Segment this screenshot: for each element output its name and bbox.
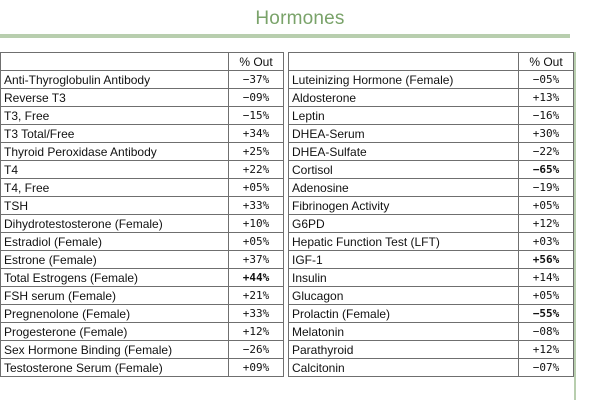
table-row	[289, 233, 574, 251]
percent-out-value: +14%	[519, 269, 574, 287]
hormone-name: G6PD	[289, 215, 519, 233]
table-body-left	[1, 71, 284, 377]
hormone-name: T4	[1, 161, 229, 179]
percent-out-value: −07%	[519, 359, 574, 377]
percent-out-value: −22%	[519, 143, 574, 161]
table-row	[289, 89, 574, 107]
percent-out-value: +12%	[519, 341, 574, 359]
hormone-name: Cortisol	[289, 161, 519, 179]
hormone-name: Pregnenolone (Female)	[1, 305, 229, 323]
table-row	[1, 251, 284, 269]
hormone-name: Dihydrotestosterone (Female)	[1, 215, 229, 233]
table-row	[289, 143, 574, 161]
hormone-name: T4, Free	[1, 179, 229, 197]
table-row	[289, 107, 574, 125]
hormone-name: Progesterone (Female)	[1, 323, 229, 341]
table-body-right	[289, 71, 574, 377]
percent-out-value: +09%	[229, 359, 284, 377]
table-row	[289, 269, 574, 287]
hormone-name: Anti-Thyroglobulin Antibody	[1, 71, 229, 89]
table-row	[289, 305, 574, 323]
hormone-name: Prolactin (Female)	[289, 305, 519, 323]
percent-out-value: +25%	[229, 143, 284, 161]
percent-out-value: −19%	[519, 179, 574, 197]
hormone-name: Calcitonin	[289, 359, 519, 377]
right-edge-bar	[574, 52, 576, 400]
hormone-name: Insulin	[289, 269, 519, 287]
table-row	[289, 287, 574, 305]
table-row	[289, 341, 574, 359]
table-row	[1, 71, 284, 89]
percent-out-value: −55%	[519, 305, 574, 323]
hormone-name: Glucagon	[289, 287, 519, 305]
hormone-name: DHEA-Serum	[289, 125, 519, 143]
hormone-name: Melatonin	[289, 323, 519, 341]
percent-out-value: −15%	[229, 107, 284, 125]
percent-out-value: +05%	[229, 233, 284, 251]
table-row	[289, 71, 574, 89]
percent-out-value: +12%	[519, 215, 574, 233]
table-row	[289, 125, 574, 143]
hormone-name: Fibrinogen Activity	[289, 197, 519, 215]
table-row	[1, 215, 284, 233]
table-row	[1, 179, 284, 197]
percent-out-value: −09%	[229, 89, 284, 107]
percent-out-value: +12%	[229, 323, 284, 341]
table-row	[1, 197, 284, 215]
percent-out-value: +34%	[229, 125, 284, 143]
table-row	[1, 143, 284, 161]
page-title: Hormones	[255, 8, 345, 29]
percent-out-value: +44%	[229, 269, 284, 287]
header-blank-cell	[289, 53, 519, 71]
table-row	[1, 233, 284, 251]
hormone-name: Parathyroid	[289, 341, 519, 359]
hormone-name: Hepatic Function Test (LFT)	[289, 233, 519, 251]
table-row	[289, 323, 574, 341]
percent-out-value: +05%	[519, 197, 574, 215]
hormone-name: FSH serum (Female)	[1, 287, 229, 305]
hormones-table-right	[288, 52, 574, 377]
percent-out-header: % Out	[519, 53, 574, 71]
percent-out-value: +30%	[519, 125, 574, 143]
title-divider	[0, 34, 570, 38]
hormones-table-left	[0, 52, 284, 377]
table-row	[289, 359, 574, 377]
percent-out-value: +10%	[229, 215, 284, 233]
table-header-row	[1, 53, 284, 71]
percent-out-value: −26%	[229, 341, 284, 359]
hormone-name: Estradiol (Female)	[1, 233, 229, 251]
table-row	[1, 161, 284, 179]
hormone-name: DHEA-Sulfate	[289, 143, 519, 161]
hormone-name: Leptin	[289, 107, 519, 125]
table-row	[1, 323, 284, 341]
table-header-row	[289, 53, 574, 71]
table-row	[1, 125, 284, 143]
percent-out-value: +05%	[229, 179, 284, 197]
hormone-name: T3 Total/Free	[1, 125, 229, 143]
table-row	[289, 197, 574, 215]
table-row	[289, 251, 574, 269]
table-row	[289, 161, 574, 179]
table-row	[1, 305, 284, 323]
hormone-name: Testosterone Serum (Female)	[1, 359, 229, 377]
percent-out-value: −08%	[519, 323, 574, 341]
table-row	[1, 269, 284, 287]
hormone-name: Thyroid Peroxidase Antibody	[1, 143, 229, 161]
percent-out-header: % Out	[229, 53, 284, 71]
percent-out-value: +56%	[519, 251, 574, 269]
table-row	[1, 89, 284, 107]
table-row	[1, 341, 284, 359]
percent-out-value: +03%	[519, 233, 574, 251]
percent-out-value: +13%	[519, 89, 574, 107]
hormone-name: T3, Free	[1, 107, 229, 125]
percent-out-value: −05%	[519, 71, 574, 89]
percent-out-value: +21%	[229, 287, 284, 305]
percent-out-value: −65%	[519, 161, 574, 179]
percent-out-value: +37%	[229, 251, 284, 269]
percent-out-value: −37%	[229, 71, 284, 89]
hormone-name: Total Estrogens (Female)	[1, 269, 229, 287]
hormone-name: Reverse T3	[1, 89, 229, 107]
percent-out-value: −16%	[519, 107, 574, 125]
hormone-name: Aldosterone	[289, 89, 519, 107]
table-row	[1, 107, 284, 125]
hormone-name: Adenosine	[289, 179, 519, 197]
hormone-name: Sex Hormone Binding (Female)	[1, 341, 229, 359]
table-row	[289, 179, 574, 197]
percent-out-value: +33%	[229, 305, 284, 323]
hormone-name: TSH	[1, 197, 229, 215]
hormone-name: IGF-1	[289, 251, 519, 269]
table-row	[1, 359, 284, 377]
percent-out-value: +33%	[229, 197, 284, 215]
hormone-name: Luteinizing Hormone (Female)	[289, 71, 519, 89]
percent-out-value: +05%	[519, 287, 574, 305]
percent-out-value: +22%	[229, 161, 284, 179]
table-row	[1, 287, 284, 305]
header-blank-cell	[1, 53, 229, 71]
hormone-name: Estrone (Female)	[1, 251, 229, 269]
table-row	[289, 215, 574, 233]
